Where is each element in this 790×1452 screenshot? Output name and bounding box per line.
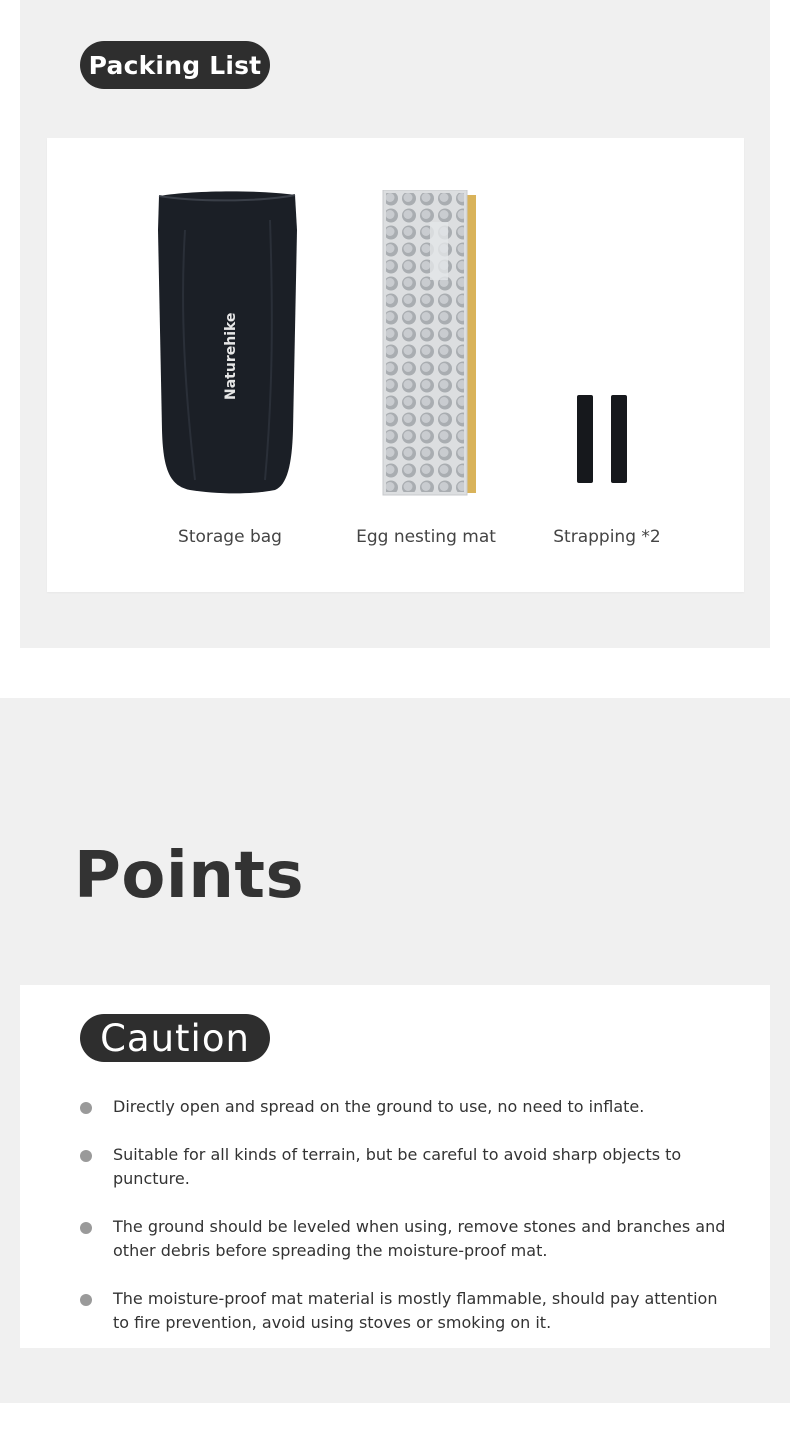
caution-list xyxy=(80,1095,730,1359)
caution-card xyxy=(20,985,770,1348)
bullet-icon xyxy=(80,1222,92,1234)
packing-list-heading: Packing List xyxy=(80,41,270,89)
list-item xyxy=(80,1215,730,1263)
bullet-icon xyxy=(80,1294,92,1306)
egg-nesting-mat-image xyxy=(382,190,492,498)
bullet-icon xyxy=(80,1102,92,1114)
list-item xyxy=(80,1095,730,1119)
list-item xyxy=(80,1143,730,1191)
bullet-icon xyxy=(80,1150,92,1162)
packing-list-section xyxy=(20,0,770,648)
storage-bag-brand: Naturehike xyxy=(223,312,239,400)
strapping-label: Strapping *2 xyxy=(553,527,661,547)
storage-bag-image xyxy=(155,190,300,495)
list-item-text: Directly open and spread on the ground to use, no need to inflate. xyxy=(113,1097,645,1116)
egg-nesting-mat-label: Egg nesting mat xyxy=(356,527,496,547)
list-item xyxy=(80,1287,730,1335)
packing-list-card xyxy=(47,138,744,592)
list-item-text: The moisture-proof mat material is mostly flammable, should pay attention to fire prevention, avoid using stoves or smoking on it. xyxy=(113,1289,718,1332)
list-item-text: Suitable for all kinds of terrain, but be careful to avoid sharp objects to puncture. xyxy=(113,1145,682,1188)
strapping-image xyxy=(575,393,630,485)
storage-bag-label: Storage bag xyxy=(178,527,282,547)
points-section xyxy=(0,698,790,1403)
list-item-text: The ground should be leveled when using, remove stones and branches and other debris before spreading the moisture-proof mat. xyxy=(113,1217,726,1260)
caution-heading: Caution xyxy=(80,1014,270,1062)
points-title: Points xyxy=(74,839,305,913)
